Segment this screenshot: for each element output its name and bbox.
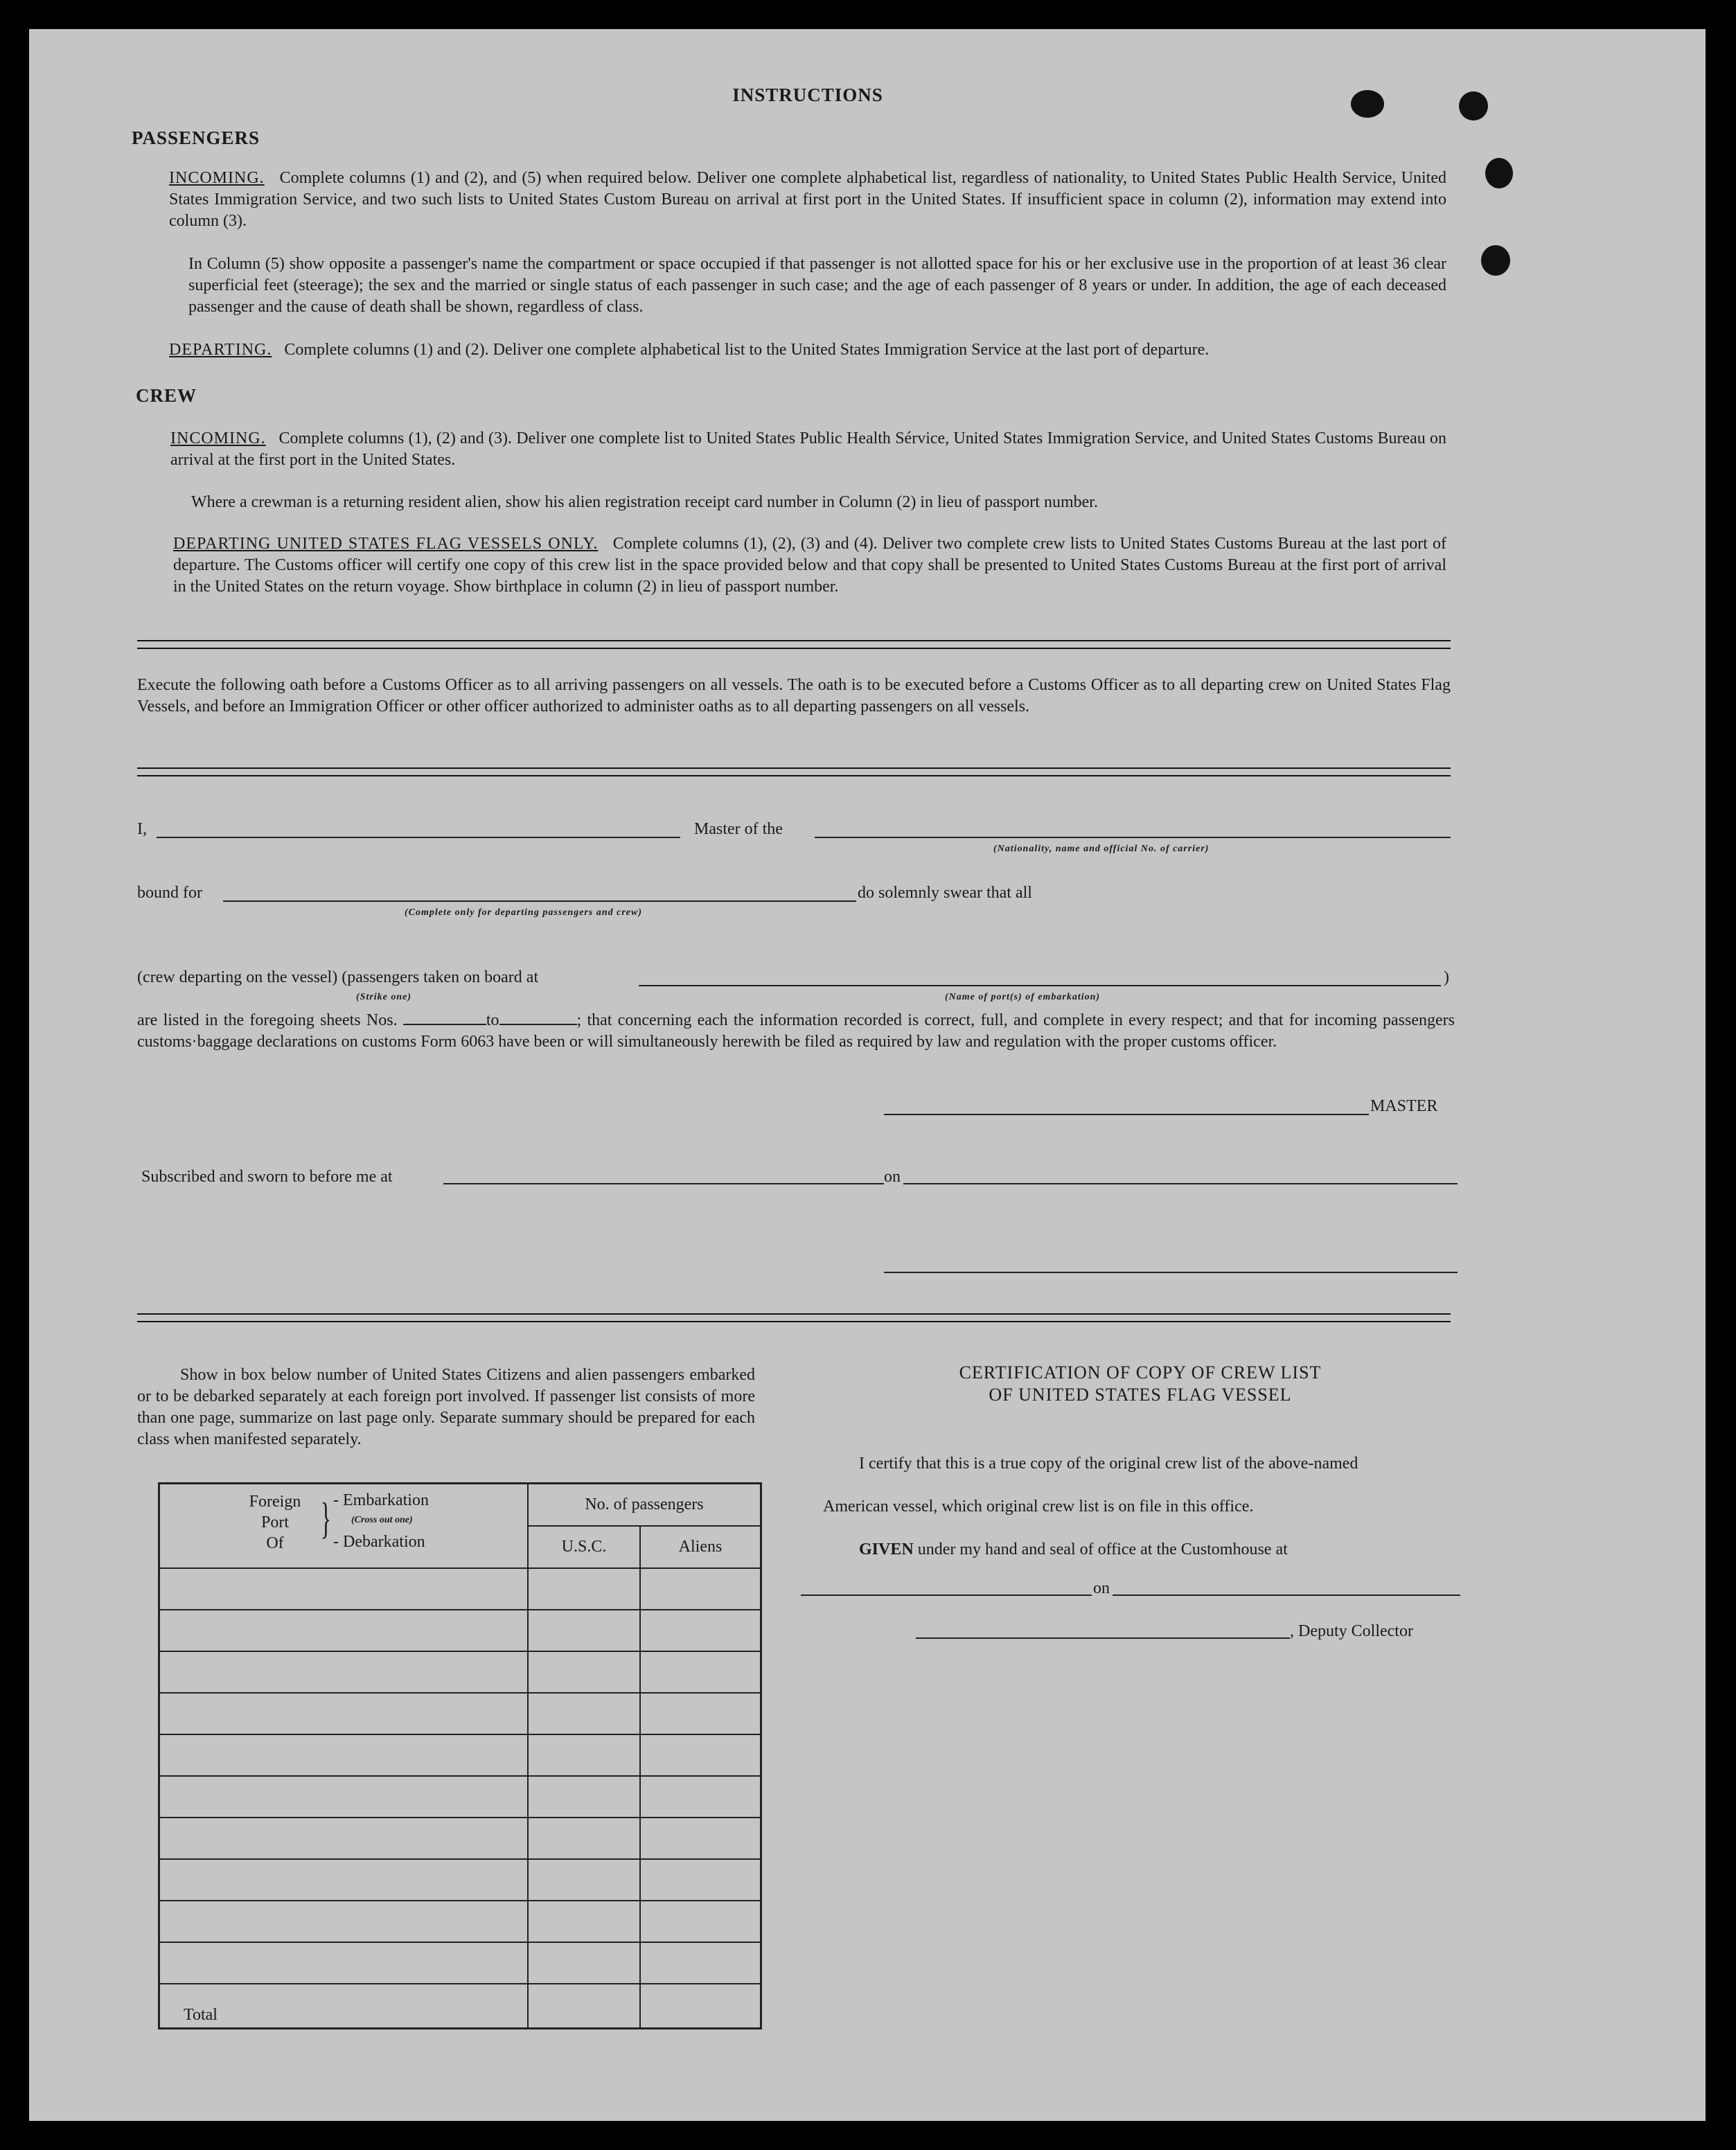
given-line <box>859 1540 1288 1559</box>
crew-departing-label: DEPARTING UNITED STATES FLAG VESSELS ONLY. <box>173 535 599 553</box>
port-cell[interactable] <box>159 1942 529 1984</box>
aliens-cell[interactable] <box>640 1568 761 1610</box>
certification-title <box>808 1362 1473 1406</box>
listed-label: are listed in the foregoing sheets Nos. <box>137 1011 398 1029</box>
certify-line2: American vessel, which original crew list is on file in this office. <box>823 1498 1254 1516</box>
usc-cell[interactable] <box>528 1942 640 1984</box>
aliens-total-cell[interactable] <box>640 1984 761 2029</box>
port-cell[interactable] <box>159 1651 529 1693</box>
passengers-departing <box>169 339 1446 361</box>
embarkation-label: - Embarkation <box>333 1491 429 1509</box>
customhouse-field[interactable] <box>801 1594 1092 1596</box>
usc-cell[interactable] <box>528 1818 640 1859</box>
carrier-field[interactable] <box>815 837 1451 838</box>
aliens-cell[interactable] <box>640 1693 761 1734</box>
master-name-field[interactable] <box>157 837 680 838</box>
sworn-place-field[interactable] <box>443 1183 884 1184</box>
table-row <box>159 1651 761 1693</box>
certification-title-line1: CERTIFICATION OF COPY OF CREW LIST <box>959 1362 1322 1383</box>
total-row <box>159 1984 761 2029</box>
passengers-column5: In Column (5) show opposite a passenger's name the compartment or space occupied if that passenger is not allotted space for his or her exclusive use in the proportion of at least 36 clear superficial feet (steerage); the sex and the married or single status of each passenger in such case; and the age of each passenger of 8 years or under. In addition, the age of each deceased passenger and the cause of death shall be shown, regardless of class. <box>188 255 1446 316</box>
usc-cell[interactable] <box>528 1776 640 1818</box>
table-row <box>159 1859 761 1901</box>
table-row <box>159 1942 761 1984</box>
double-divider <box>137 1313 1451 1322</box>
oath-intro: Execute the following oath before a Customs Officer as to all arriving passengers on all vessels. The oath is to be executed before a Customs Officer as to all departing crew on United States Flag Vessels, and before an Immigration Officer or other officer authorized to administer oaths as to all departing passengers on all vessels. <box>137 676 1451 716</box>
port-cell[interactable] <box>159 1818 529 1859</box>
double-divider <box>137 767 1451 776</box>
crew-resident-alien: Where a crewman is a returning resident alien, show his alien registration receipt card number in Column (2) in lieu of passport number. <box>191 493 1098 511</box>
passengers-heading: PASSENGERS <box>132 127 260 148</box>
certify-line1: I certify that this is a true copy of the original crew list of the above-named <box>859 1455 1358 1473</box>
master-label: MASTER <box>1370 1097 1438 1115</box>
aliens-cell[interactable] <box>640 1818 761 1859</box>
punch-hole <box>1485 158 1513 188</box>
given-label: GIVEN <box>859 1540 914 1558</box>
deputy-signature-field[interactable] <box>916 1637 1290 1639</box>
cross-out-note: (Cross out one) <box>351 1515 413 1525</box>
punch-hole <box>1481 245 1510 276</box>
carrier-note: (Nationality, name and official No. of carrier) <box>993 844 1210 854</box>
cert-date-field[interactable] <box>1113 1594 1460 1596</box>
bound-for-label: bound for <box>137 884 202 902</box>
master-of-label: Master of the <box>694 820 783 838</box>
bound-note: (Complete only for departing passengers and crew) <box>405 907 642 918</box>
given-text: under my hand and seal of office at the Customhouse at <box>917 1540 1288 1558</box>
double-divider <box>137 640 1451 649</box>
deputy-collector-label: , Deputy Collector <box>1290 1622 1413 1640</box>
summary-instructions: Show in box below number of United States Citizens and alien passengers embarked or to be debarked separately at each foreign port involved. If passenger list consists of more than one page, summarize on last page only. Separate summary should be prepared for each class when manifested separately. <box>137 1366 755 1448</box>
usc-cell[interactable] <box>528 1693 640 1734</box>
sworn-on-label: on <box>884 1168 901 1186</box>
port-cell[interactable] <box>159 1776 529 1818</box>
table-row <box>159 1568 761 1610</box>
listed-text: ; that concerning each the information recorded is correct, full, and complete in every respect; and that for incoming passengers customs·baggage declarations on customs Form 6063 have been or will simultaneously herewith be filed as required by law and regulation with the proper customs officer. <box>137 1011 1455 1051</box>
oath-listed <box>137 1010 1455 1053</box>
no-passengers-header: No. of passengers <box>528 1484 761 1527</box>
ports-note: (Name of port(s) of embarkation) <box>945 992 1101 1002</box>
crew-incoming-text: Complete columns (1), (2) and (3). Deliver one complete list to United States Public Health Sérvice, United States Immigration Service, and United States Customs Bureau on arrival at the first port in the United States. <box>170 429 1447 469</box>
aliens-cell[interactable] <box>640 1776 761 1818</box>
table-row <box>159 1693 761 1734</box>
master-signature-field[interactable] <box>884 1114 1369 1115</box>
aliens-cell[interactable] <box>640 1610 761 1651</box>
passengers-incoming-text: Complete columns (1) and (2), and (5) when required below. Deliver one complete alphabetical list, regardless of nationality, to United States Public Health Service, United States Immigration Service, and two such lists to United States Custom Bureau on arrival at first port in the United States. If insufficient space in column (2), information may extend into column (3). <box>169 169 1446 230</box>
port-cell[interactable] <box>159 1734 529 1776</box>
oath-i-label: I, <box>137 820 147 838</box>
bound-for-field[interactable] <box>223 900 856 902</box>
table-row <box>159 1734 761 1776</box>
crew-incoming <box>170 428 1446 471</box>
port-header-of: Of <box>266 1534 284 1552</box>
debarkation-label: - Debarkation <box>333 1533 425 1551</box>
port-header-port: Port <box>260 1513 289 1531</box>
usc-cell[interactable] <box>528 1651 640 1693</box>
table-row <box>159 1901 761 1942</box>
port-cell[interactable] <box>159 1859 529 1901</box>
swear-label: do solemnly swear that all <box>858 884 1032 902</box>
aliens-cell[interactable] <box>640 1734 761 1776</box>
passengers-departing-text: Complete columns (1) and (2). Deliver one complete alphabetical list to the United States Immigration Service at the last port of departure. <box>284 341 1210 359</box>
total-label: Total <box>159 1984 529 2029</box>
usc-cell[interactable] <box>528 1901 640 1942</box>
to-label: to <box>486 1011 499 1029</box>
usc-cell[interactable] <box>528 1568 640 1610</box>
crew-heading: CREW <box>136 385 197 406</box>
crew-departing <box>173 533 1446 598</box>
brace: } <box>320 1493 332 1543</box>
usc-cell[interactable] <box>528 1734 640 1776</box>
usc-total-cell[interactable] <box>528 1984 640 2029</box>
passenger-summary-table <box>158 1482 762 2029</box>
crew-passengers-label: (crew departing on the vessel) (passengers taken on board at <box>137 968 539 986</box>
aliens-cell[interactable] <box>640 1651 761 1693</box>
table-row <box>159 1776 761 1818</box>
port-cell[interactable] <box>159 1901 529 1942</box>
port-cell[interactable] <box>159 1610 529 1651</box>
sheet-to-field[interactable] <box>499 1010 577 1025</box>
crew-incoming-label: INCOMING. <box>170 429 266 447</box>
embarkation-ports-field[interactable] <box>639 985 1441 986</box>
close-paren: ) <box>1444 968 1449 986</box>
table-row <box>159 1610 761 1651</box>
passengers-incoming <box>169 168 1446 232</box>
port-cell[interactable] <box>159 1568 529 1610</box>
table-row <box>159 1818 761 1859</box>
port-header <box>159 1484 529 1569</box>
usc-cell[interactable] <box>528 1610 640 1651</box>
crew-departing-text: Complete columns (1), (2), (3) and (4). Deliver two complete crew lists to United States Customs Bureau at the last port of departure. The Customs officer will certify one copy of this crew list in the space provided below and that copy shall be presented to United States Customs Bureau at the first port of arrival in the United States on the return voyage. Show birthplace in column (2) in lieu of passport number. <box>173 535 1447 596</box>
passengers-incoming-label: INCOMING. <box>169 169 265 187</box>
sworn-date-field[interactable] <box>903 1183 1458 1184</box>
usc-header: U.S.C. <box>528 1526 640 1568</box>
port-header-foreign: Foreign <box>249 1493 301 1511</box>
aliens-cell[interactable] <box>640 1901 761 1942</box>
aliens-header: Aliens <box>640 1526 761 1568</box>
aliens-cell[interactable] <box>640 1859 761 1901</box>
aliens-cell[interactable] <box>640 1942 761 1984</box>
subscribed-label: Subscribed and sworn to before me at <box>141 1168 393 1186</box>
passengers-departing-label: DEPARTING. <box>169 341 272 359</box>
instructions-title: INSTRUCTIONS <box>732 85 883 105</box>
certification-title-line2: OF UNITED STATES FLAG VESSEL <box>989 1385 1292 1405</box>
port-cell[interactable] <box>159 1693 529 1734</box>
usc-cell[interactable] <box>528 1859 640 1901</box>
strike-note: (Strike one) <box>356 992 412 1002</box>
sheet-from-field[interactable] <box>403 1010 486 1025</box>
cert-on-label: on <box>1093 1579 1110 1597</box>
officer-signature-field[interactable] <box>884 1272 1458 1273</box>
